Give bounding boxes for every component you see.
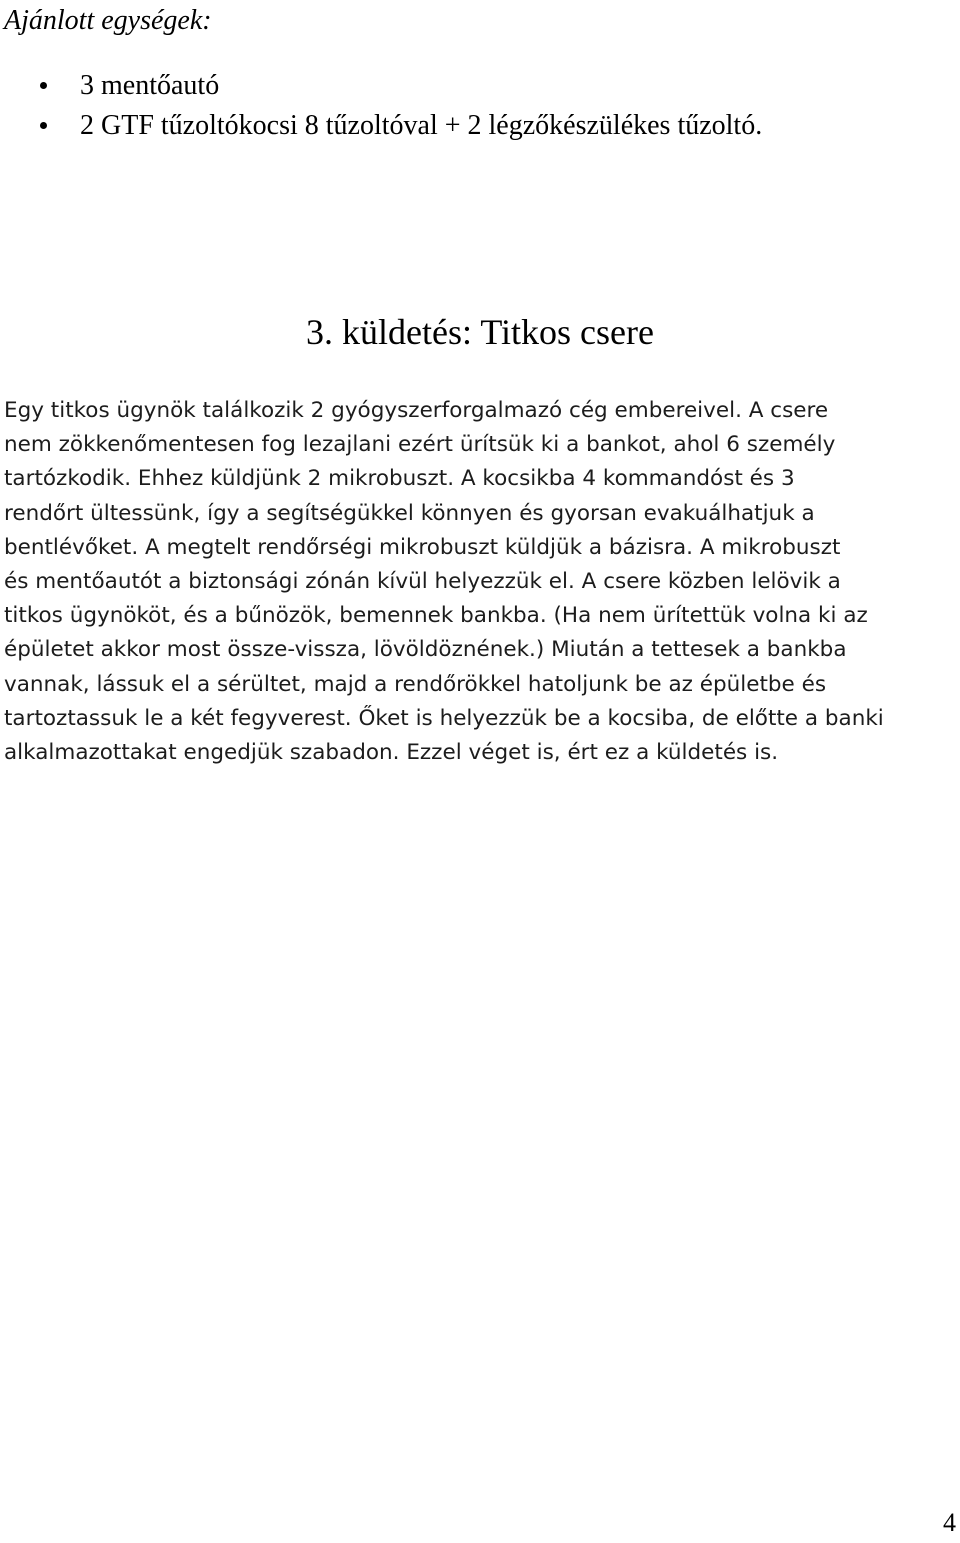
list-item-text: 2 GTF tűzoltókocsi 8 tűzoltóval + 2 légzőkészülékes tűzoltó. <box>80 110 763 141</box>
list-item <box>40 66 762 106</box>
paragraph-line: rendőrt ültessünk, így a segítségükkel könnyen és gyorsan evakuálhatjuk a <box>4 500 815 526</box>
paragraph-line: Egy titkos ügynök találkozik 2 gyógyszerforgalmazó cég embereivel. A csere <box>4 398 829 423</box>
recommended-units-list <box>40 66 762 146</box>
paragraph-line: tartoztassuk le a két fegyverest. Őket is helyezzük be a kocsiba, de előtte a banki <box>4 705 884 731</box>
paragraph-line: tartózkodik. Ehhez küldjünk 2 mikrobuszt. A kocsikba 4 kommandóst és 3 <box>4 466 795 492</box>
paragraph-line: titkos ügynököt, és a bűnözök, bemennek bankba. (Ha nem ürítettük volna ki az <box>4 603 868 629</box>
paragraph-line: és mentőautót a biztonsági zónán kívül helyezzük el. A csere közben lelövik a <box>4 569 841 595</box>
list-item-text: 3 mentőautó <box>80 70 220 101</box>
bullet-icon <box>40 82 47 89</box>
page-number: 4 <box>943 1508 956 1537</box>
paragraph-line: vannak, lássuk el a sérültet, majd a rendőrökkel hatoljunk be az épületbe és <box>4 671 827 697</box>
paragraph-line: bentlévőket. A megtelt rendőrségi mikrobuszt küldjük a bázisra. A mikrobuszt <box>4 534 841 560</box>
mission-description <box>4 394 960 770</box>
paragraph-line: nem zökkenőmentesen fog lezajlani ezért ürítsük ki a bankot, ahol 6 személy <box>4 432 836 458</box>
recommended-units-heading: Ajánlott egységek: <box>4 5 212 36</box>
bullet-icon <box>40 122 47 129</box>
list-item <box>40 106 762 146</box>
paragraph-line: épületet akkor most össze-vissza, lövöldöznének.) Miután a tettesek a bankba <box>4 637 847 663</box>
mission-title: 3. küldetés: Titkos csere <box>306 312 654 352</box>
paragraph-line: alkalmazottakat engedjük szabadon. Ezzel véget is, ért ez a küldetés is. <box>4 740 779 766</box>
